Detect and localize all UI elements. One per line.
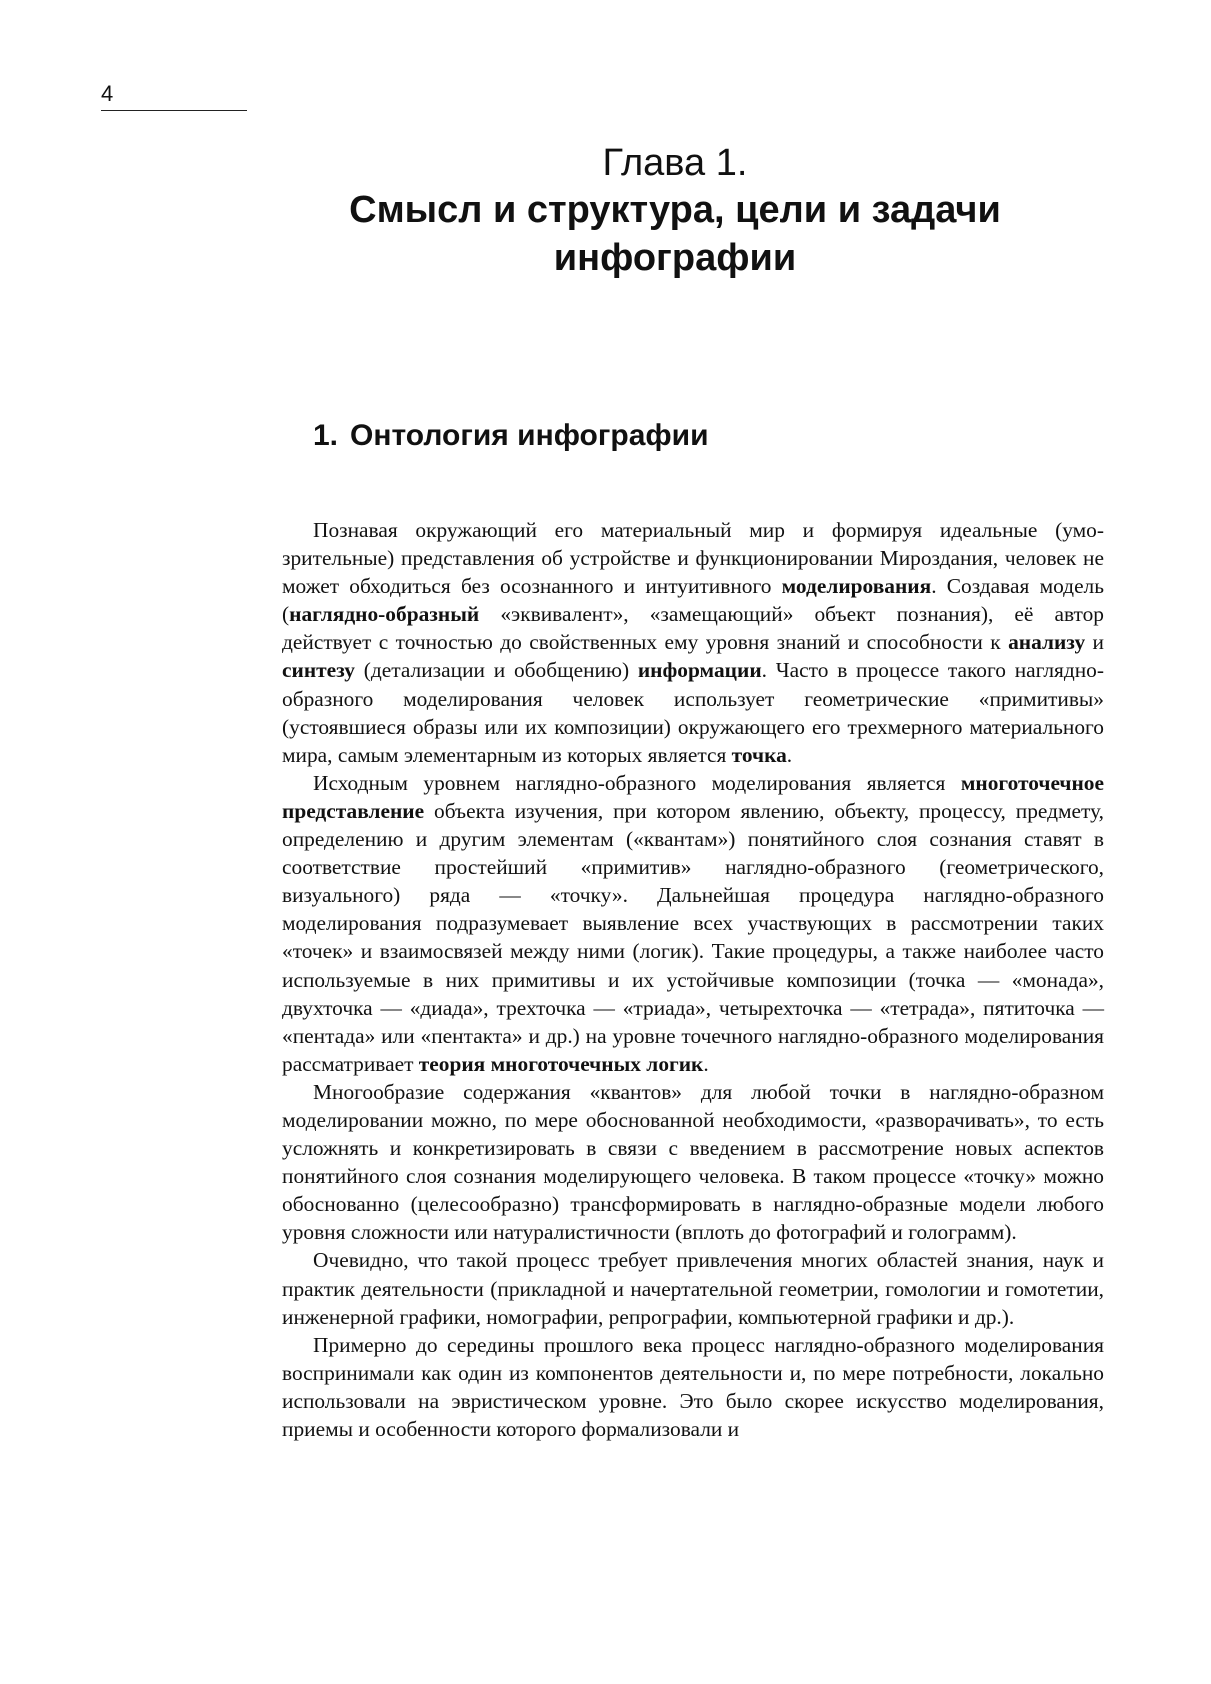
text-run: Очевидно, что такой процесс требует привлечения многих областей знания, наук и практик деятельности (прикладной и начертательной геометрии, гомологии и гомотетии, инженерной графики, номографии, репрографии, компьютерной графики и др.). — [282, 1248, 1104, 1329]
text-run: объекта изучения, при котором явлению, объекту, процессу, предмету, определению и другим элементам («квантам») понятийного слоя сознания ставят в соответствие простейший «примитив» наглядно-образного (геометрического, визуального) ряда — «точку». Дальнейшая процедура наглядно-образного моделирования подразумевает выявление всех участвующих в рассмотрении таких «точек» и взаимосвязей между ними (логик). Такие процедуры, а также наиболее часто используемые в них примитивы и их устойчивые композиции (точка — «монада», двухточка — «диада», трехточка — «триада», четырехточка — «тетрада», пятиточка — «пентада» или «пентакта» и др.) на уровне точечного наглядно-образного моделирования рассматривает — [282, 798, 1104, 1076]
bold-term: синтезу — [282, 658, 355, 683]
text-run: Многообразие содержания «квантов» для любой точки в наглядно-образном моделировании можно, по мере обоснованной необходимости, «разворачивать», то есть усложнять и конкретизировать в связи с введением в рассмотрение новых аспектов понятийного слоя сознания моделирующего человека. В таком процессе «точку» можно обоснованно (целесообразно) трансформировать в наглядно-образные модели любого уровня сложности или натуралистичности (вплоть до фотографий и голограмм). — [282, 1079, 1104, 1245]
text-run: . — [703, 1051, 709, 1076]
section-heading — [313, 418, 709, 454]
body-text — [282, 516, 1104, 1443]
section-title: Онтология инфографии — [350, 419, 709, 452]
paragraph — [282, 516, 1104, 769]
bold-term: анализу — [1008, 630, 1086, 655]
text-run: . Часто в процессе такого наглядно-образного моделирования человек использует геометрические «примитивы» (устоявшиеся образы или их композиции) окружающего его трехмерного материального мира, самым элементарным из которых является — [282, 658, 1104, 767]
bold-term: теория многоточечных логик — [418, 1051, 704, 1076]
text-run: и — [1085, 630, 1105, 655]
bold-term: наглядно-образный — [289, 602, 480, 627]
section-number: 1. — [313, 419, 339, 452]
text-run: Исходным уровнем наглядно-образного моделирования является — [313, 770, 961, 795]
chapter-label: Глава 1. — [602, 142, 748, 184]
header-rule — [101, 110, 247, 111]
bold-term: моделирования — [781, 574, 932, 599]
text-run: (детализации и обобщению) — [355, 658, 638, 683]
text-run: Примерно до середины прошлого века процесс наглядно-образного моделирования воспринимали как один из компонентов деятельности и, по мере потребности, локально использовали на эвристическом уровне. Это было скорее искусство моделирования, приемы и особенности которого формализовали и — [282, 1332, 1104, 1441]
paragraph — [282, 769, 1104, 1078]
text-run: Познавая окружающий его материальный мир и формируя идеальные (умозрительные) представления об устройстве и функционировании Мироздания, человек не может обходиться без осознанного и интуитивного — [282, 518, 1104, 599]
text-run: . Создавая модель ( — [282, 574, 1104, 627]
text-run: . — [786, 742, 793, 767]
text-run: «эквивалент», «замещающий» объект познания), её автор действует с точностью до свойственных ему уровня знаний и способности к — [282, 602, 1104, 655]
bold-term: точка — [731, 742, 787, 767]
chapter-title: Смысл и структура, цели и задачи инфографии — [349, 189, 1001, 279]
page-number: 4 — [101, 81, 114, 106]
paragraph — [282, 1331, 1104, 1443]
paragraph — [282, 1246, 1104, 1330]
paragraph — [282, 1078, 1104, 1247]
bold-term: информации — [637, 658, 762, 683]
chapter-heading — [282, 140, 1068, 282]
bold-term: многоточечное представление — [282, 770, 1104, 823]
